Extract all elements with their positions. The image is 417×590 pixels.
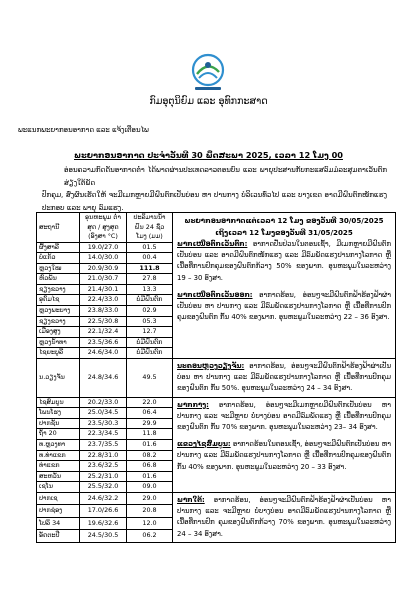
rain-header [127,213,173,243]
station-name: ໄຊຍະບູລີ [37,348,80,359]
temperature-cell: 19.6/32.6 [80,517,127,529]
province-header: ສະຖານີ [37,213,80,243]
region-text: ອາກາດຮ້ອນ, ອ່ອນໆຈະມີຝົນຕົກຟ້າຮ້ອງຟ້າຜ່າເປັນບ່ອນ ຫາ ປານກາງ ແລະ ມີລົມພັດແຮງປານກາງໂລກາດ ຫຼື ເນື້ອທີ່ການປົກຄຸມຂອງຝົນຕົກ ກົ້ນ 40% ຂອງພາກ. ອຸນຫະພູມໃນລະຫວ່າງ 22 – 36 ອົງສາ. [177,290,391,322]
rainfall-cell: 27.8 [127,274,173,285]
temp-header-line: ສຸດ / ສູງສຸດ [87,222,119,231]
station-name: ທ່າແຂກ [37,461,80,472]
bulletin-title: ພະຍາກອນອາກາດ ປະຈຳວັນທີ 30 ພຶດສະພາ 2025, ເວລາ 12 ໂມງ 00 [74,150,343,160]
temp-header-line: (ອົງສາ °C) [88,232,118,240]
forecast-heading-2: ເຖິງເວລາ 12 ໂມງຂອງວັນທີ 31/05/2025 [215,228,353,237]
department-logo [185,52,231,92]
rainfall-cell: 05.3 [127,316,173,327]
forecast-block-vientiane [173,359,396,398]
rainfall-cell: 12.7 [127,327,173,338]
forecast-highland [177,439,391,473]
region-label: ພາກກາງ: [177,400,209,409]
station-name: ປາກເຊ [37,492,80,504]
station-name: ຖ້ຳ 20 [37,429,80,440]
temperature-cell: 22.5/30.8 [80,316,127,327]
station-name: ເມືອງສູງ [37,327,80,338]
department-name: ກົມອຸຕຸນິຍົມ ແລະ ອຸທົກກະສາດ [149,96,268,107]
temperature-cell: 22.1/32.4 [80,327,127,338]
station-name: ຊຽງຂວາງ [37,284,80,295]
rainfall-cell: 13.3 [127,284,173,295]
temperature-cell: 23.5/30.3 [80,418,127,429]
temperature-cell: 23.5/36.6 [80,337,127,348]
forecast-vientiane [177,361,391,395]
station-name: ຫຼວງພະບາງ [37,306,80,317]
region-text: ອາກາດຮ້ອນ, ອ່ອນໆຈະມີເມກຫຼາຍມີຝົນຕົກເປັນບ່ອນ ຫາ ປານກາງ ແລະ ຈະມີຫຼາຍ ບໍ່ບາງບ່ອນ ອາດມີລົມພັດແຮງ ຫຼື ເນື້ອທີ່ການປົກຄຸມຂອງຝົນຕົກ ກົ້ນ 70% ຂອງພາກ. ອຸນຫະພູມໃນລະຫວ່າງ 23– 34 ອົງສາ. [177,400,391,432]
rain-header-line: ປະລິມານນ້ຳ [133,213,166,221]
station-name: ໄຊສົມບູນ [37,397,80,408]
region-text: ອາກາດປັ່ນປ່ວນໃນຕອນເຊົ້າ, ມີເມກຫຼາຍມີຝົນຕົກເປັນບ່ອນ ແລະ ອາດມີຝົນຕົກໜັກແຮງ ແລະ ມີລົມພັດແຮງປານກາງໂລກາດ ຫຼື ເນື້ອທີ່ການປົກຄຸມຂອງຝົນຕົກກ້ວາງ 50% ຂອງພາກ. ອຸນຫະພູມໃນລະຫວ່າງ 19 – 30 ອົງສາ. [177,240,391,282]
forecast-north-east [177,290,391,324]
rainfall-cell: 01.6 [127,440,173,451]
temperature-cell: 20.9/30.9 [80,263,127,274]
station-name: ເຊໂນ [37,482,80,493]
rainfall-cell: 06.8 [127,461,173,472]
rainfall-cell: 111.8 [127,263,173,274]
temperature-cell: 17.0/26.6 [80,505,127,517]
station-name: ຜົ້ງສາລີ [37,242,80,253]
temperature-cell: 24.8/34.6 [80,359,127,398]
synopsis-line-2: ປົກຄຸມ, ສົ່ງຜົນເຮັດໃຫ້ ຈະມີເມກຫຼາຍມີຝົນຕົກເປັນບ່ອນ ຫາ ປານກາງ ບໍລິເວນທົ່ວໄປ ແລະ ບາງເຂດ ອາດມີຝົນຕົກໜັກແຮງປະກອບ ແລະ ພາຍຸ ລົມແຮງ. [42,190,387,212]
rainfall-cell: 08.2 [127,450,173,461]
rainfall-cell: 29.9 [127,418,173,429]
station-name: ອັດຕະປື [37,530,80,542]
rainfall-cell: ບໍ່ມີຝົນຕົກ [127,337,173,348]
rainfall-cell: ບໍ່ມີຝົນຕົກ [127,295,173,306]
rainfall-cell: 11.8 [127,429,173,440]
temperature-cell: 22.3/34.5 [80,429,127,440]
region-label: ພາກໃຕ້: [177,495,205,504]
forecast-central [177,400,391,434]
rainfall-cell: 02.9 [127,306,173,317]
temperature-cell: 14.0/30.0 [80,253,127,264]
region-label: ນະຄອນຫຼວງວຽງຈັນ: [177,362,245,371]
temperature-cell: 23.8/33.0 [80,306,127,317]
rainfall-cell: 06.4 [127,408,173,419]
rain-header-line: ໂມງ (ມມ) [136,232,163,240]
temperature-cell: 24.6/34.0 [80,348,127,359]
temp-header-line: ອຸນຫະພູມ ຕ່ຳ [85,213,121,221]
station-name: ປາກຊ່ອງ [37,505,80,517]
temperature-cell: 25.0/34.5 [80,408,127,419]
region-text: ອາກາດຮ້ອນ, ອ່ອນໆຈະມີຝົນຕົກຟ້າຮ້ອງຟ້າຜ່າເປັນບ່ອນ ຫາ ປານກາງ ແລະ ຈະມີຫຼາຍ ບໍ່ບາງບ່ອນ ອາດມີລົມພັດແຮງປານກາງໂລກາດ ຫຼື ເນື້ອທີ່ການປົກ ຄຸມຂອງຝົນຕົກກ້ວາງ 70% ຂອງພາກ. ອຸນຫະພູມໃນລະຫວ່າງ 24 – 34 ອົງສາ. [177,495,391,538]
rainfall-cell: 22.0 [127,397,173,408]
station-name: ນ.ວຽງຈັນ [37,359,80,398]
region-text: ອາກາດຮ້ອນໃນຕອນເຊົ້າ, ອ່ອນໆຈະມີຝົນຕົກເປັນບ່ອນ ຫາ ປານກາງ ແລະ ມີລົມພັດແຮງປານກາງໂລກາດ ຫຼື ເນື້ອທີ່ການປົກຄຸມຂອງຝົນຕົກ ກົ້ນ 40% ຂອງພາກ. ອຸນຫະພູມໃນລະຫວ່າງ 20 – 33 ອົງສາ. [177,440,391,471]
temperature-cell: 20.2/33.0 [80,397,127,408]
station-name: ອຸດົມໄຊ [37,295,80,306]
station-name: ຫຼວງນ້ຳທາ [37,337,80,348]
station-name: ຫຼວງໃໝ [37,263,80,274]
temperature-cell: 25.5/32.0 [80,482,127,493]
station-name: ທ.ທ່າແຂກ [37,450,80,461]
forecast-south [177,495,391,540]
region-label: ພາກເໜືອຕົກເວັນອອກ: [177,290,253,299]
temperature-cell: 23.6/32.5 [80,461,127,472]
temperature-cell: 23.7/35.5 [80,440,127,451]
temperature-cell: 25.2/31.0 [80,471,127,482]
rainfall-cell: 06.2 [127,530,173,542]
rainfall-cell: 01.6 [127,471,173,482]
temp-header [80,213,127,243]
station-name: ບໍ່ແກ້ວ [37,253,80,264]
temperature-cell: 22.4/33.0 [80,295,127,306]
rainfall-cell: ບໍ່ມີຝົນຕົກ [127,348,173,359]
region-label: ພາກເໜືອຕົກເວັນຕົກ: [177,240,248,248]
synopsis-line-1: ອ່ອນຄວາມກົດດັນອາກາດຕໍ່າ ໄດ້ພາດຜ່ານປະເທດລາວຕອນບົນ ແລະ ພາຍຸປະສານກັບກະແສລົມມໍລະສຸມຕາເວັນຕົກສ່ຽງໃຕ້ພັດ [64,165,387,187]
station-name: ປາກຊັນ [37,418,80,429]
rainfall-cell: 20.8 [127,505,173,517]
region-text: ອາກາດຮ້ອນ, ອ່ອນໆຈະມີຝົນຕົກຟ້າຮ້ອງຟ້າຜ່າເປັນບ່ອນ ຫາ ປານກາງ ແລະ ມີລົມພັດແຮງປານກາງໂລກາດ ຫຼື ເນື້ອທີ່ການປົກຄຸມຂອງຝົນຕົກ ກົ້ນ 50%. ອຸນຫະພູມໃນລະຫວ່າງ 24 – 34 ອົງສາ. [177,362,391,393]
temperature-cell: 21.4/30.1 [80,284,127,295]
forecast-block-north [173,213,396,359]
synopsis [42,164,387,214]
forecast-block-central [173,397,396,492]
table-row [37,397,396,408]
station-name: ຫົວພັນ [37,274,80,285]
rainfall-cell: 29.0 [127,492,173,504]
division-name: ພະແນກພະຍາກອນອາກາດ ແລະ ແຈ້ງເຕືອນໄພ [18,126,149,134]
station-name: ໂປລິ 34 [37,517,80,529]
station-name: ສະຫວັນ [37,471,80,482]
table-header-row [37,213,396,243]
observation-table [36,212,396,543]
rainfall-cell: 09.0 [127,482,173,493]
forecast-north-west [177,239,391,284]
rainfall-cell: 00.4 [127,253,173,264]
temperature-cell: 19.0/27.0 [80,242,127,253]
forecast-heading-1: ພະຍາກອນອາກາດແຕ່ເວລາ 12 ໂມງ ຂອງວັນທີ 30/05/2025 [184,216,384,225]
temperature-cell: 22.8/31.0 [80,450,127,461]
rainfall-cell: 49.5 [127,359,173,398]
table-row [37,492,396,504]
rainfall-cell: 01.5 [127,242,173,253]
temperature-cell: 21.0/30.7 [80,274,127,285]
temperature-cell: 24.5/30.5 [80,530,127,542]
temperature-cell: 24.6/32.2 [80,492,127,504]
forecast-block-south [173,492,396,542]
rain-header-line: ຝົນ 24 ຊົ່ວ [134,222,165,231]
station-name: ຊຽງຂວາງ [37,316,80,327]
station-name: ໂພນໂຮງ [37,408,80,419]
rainfall-cell: 12.0 [127,517,173,529]
station-name: ທ.ຫຼວງທາ [37,440,80,451]
table-row [37,359,396,398]
region-label: ແຂວງໄຊສົມບູນ: [177,440,231,449]
